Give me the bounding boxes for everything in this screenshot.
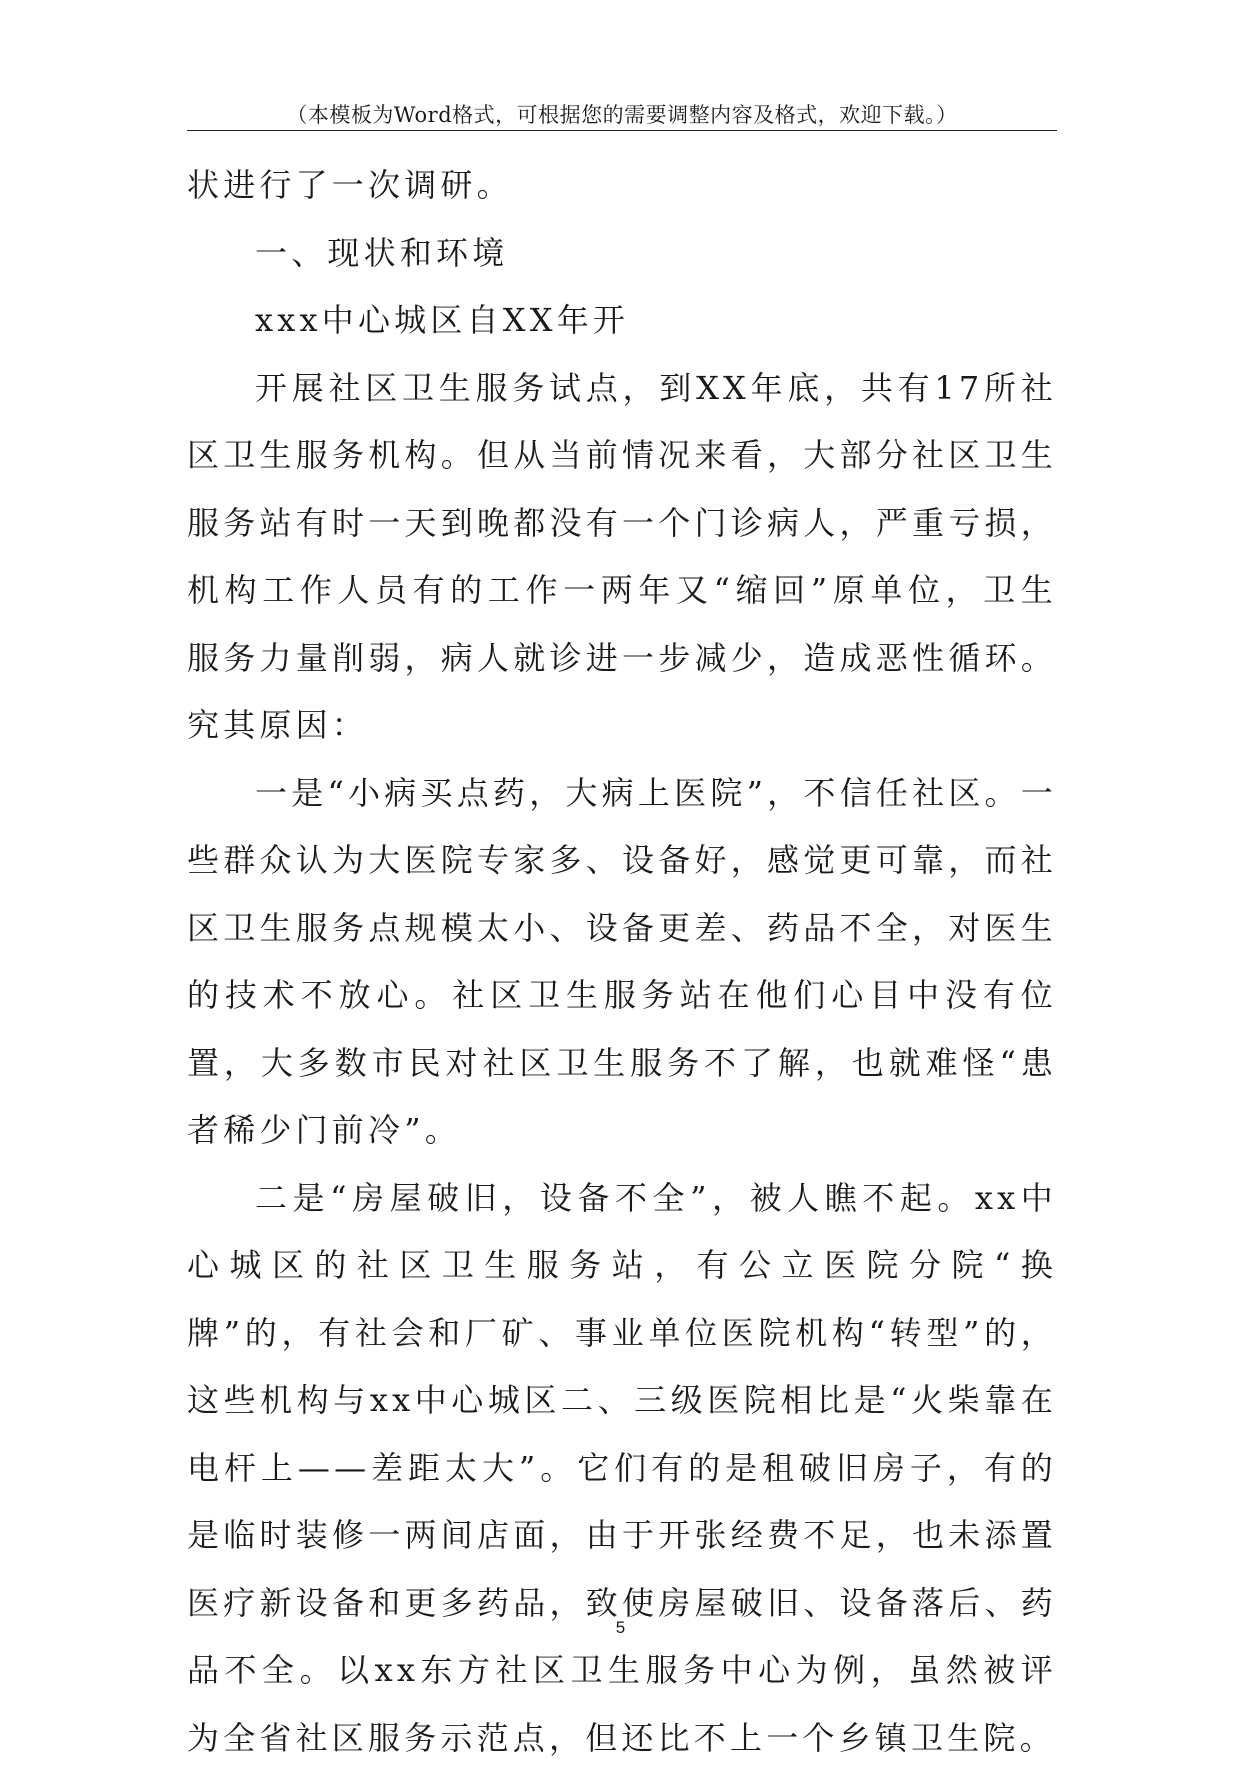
paragraph-continuation: 状进行了一次调研。 [187, 152, 1057, 220]
paragraph-fragment: xxx中心城区自XX年开 [187, 287, 1057, 355]
section-heading: 一、现状和环境 [187, 220, 1057, 288]
paragraph-reason-one: 一是“小病买点药，大病上医院”，不信任社区。一些群众认为大医院专家多、设备好，感觉更可靠，而社区卫生服务点规模太小、设备更差、药品不全，对医生的技术不放心。社区卫生服务站在他们心目中没有位置，大多数市民对社区卫生服务不了解，也就难怪“患者稀少门前冷”。 [187, 760, 1057, 1165]
template-note-header: （本模板为Word格式，可根据您的需要调整内容及格式，欢迎下载。） [187, 100, 1057, 130]
paragraph-reason-two: 二是“房屋破旧，设备不全”，被人瞧不起。xx中心城区的社区卫生服务站，有公立医院分院“换牌”的，有社会和厂矿、事业单位医院机构“转型”的，这些机构与xx中心城区二、三级医院相比是“火柴靠在电杆上——差距太大”。它们有的是租破旧房子，有的是临时装修一两间店面，由于开张经费不足，也未添置医疗新设备和更多药品，致使房屋破旧、设备落后、药品不全。以xx东方社区卫生服务中心为例，虽然被评为全省社区服务示范点，但还比不上一个乡镇卫生院。 [187, 1165, 1057, 1772]
page-number: 5 [0, 1618, 1241, 1638]
document-body [187, 152, 1057, 1772]
paragraph-pilot-overview: 开展社区卫生服务试点，到XX年底，共有17所社区卫生服务机构。但从当前情况来看，大部分社区卫生服务站有时一天到晚都没有一个门诊病人，严重亏损，机构工作人员有的工作一两年又“缩回”原单位，卫生服务力量削弱，病人就诊进一步减少，造成恶性循环。究其原因： [187, 355, 1057, 760]
header-divider [187, 130, 1057, 131]
